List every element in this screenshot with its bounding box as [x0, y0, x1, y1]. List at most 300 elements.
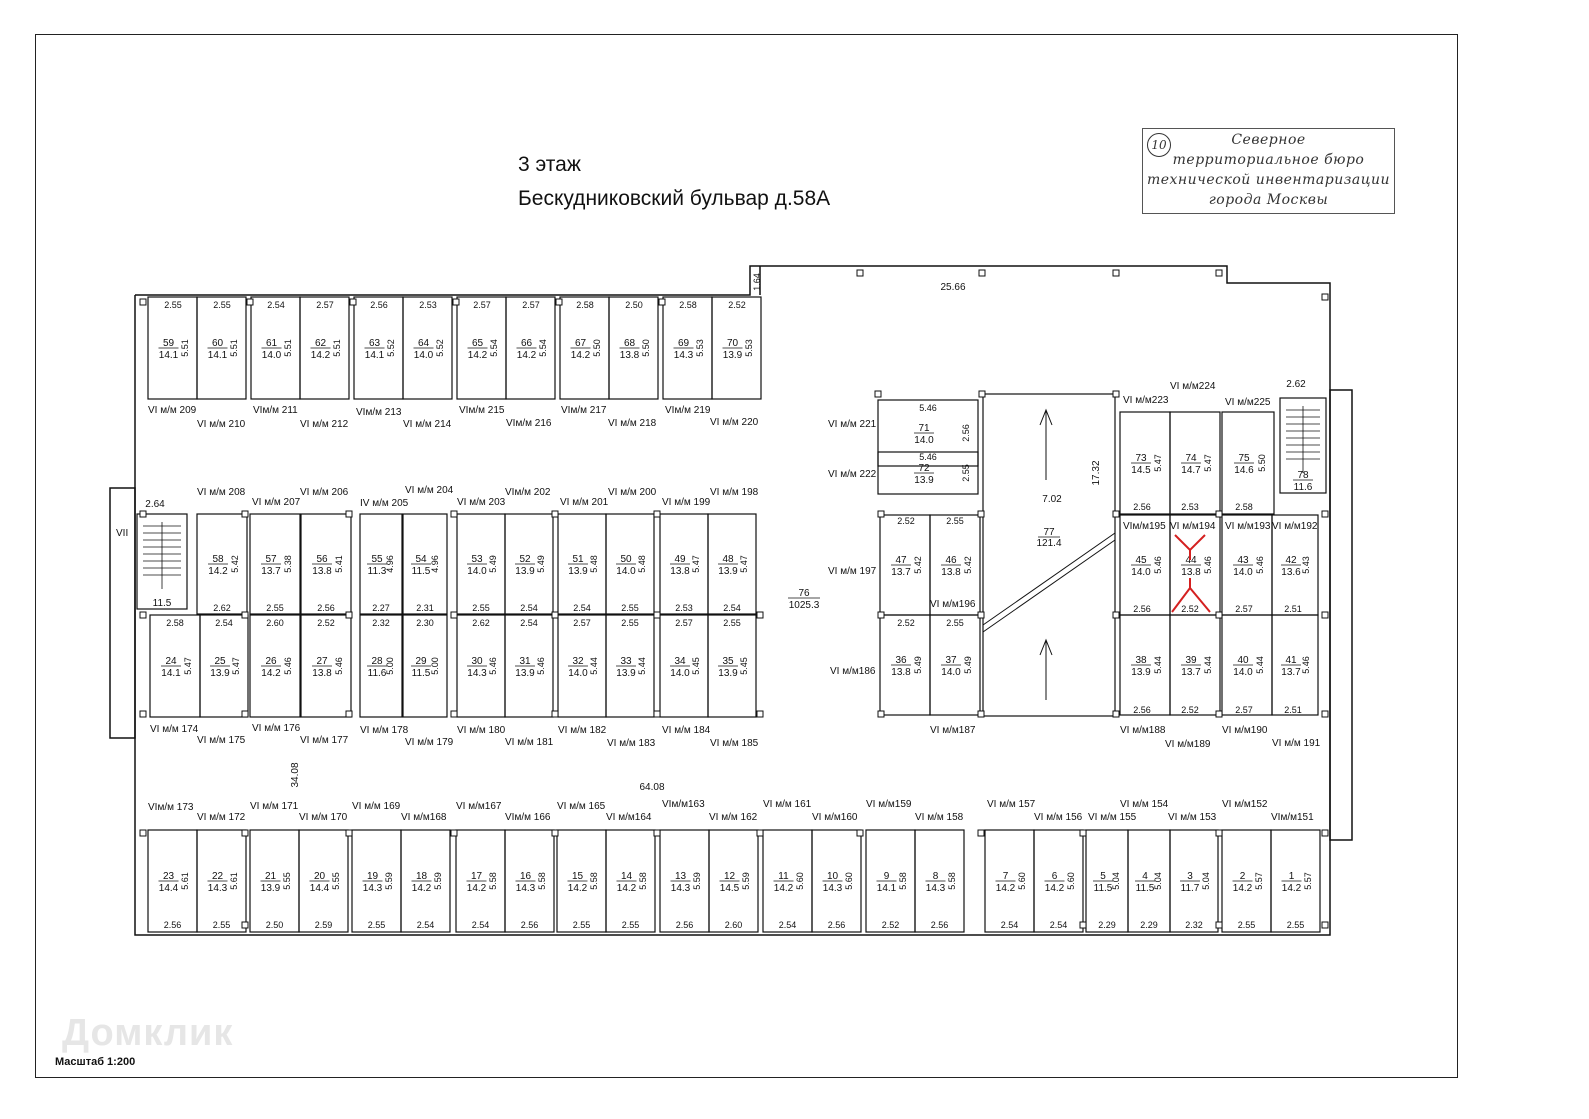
space-area-14: 14.2 — [616, 883, 637, 894]
space-number-29: 29 — [415, 656, 427, 667]
space-number-27: 27 — [316, 656, 328, 667]
space-number-63: 63 — [368, 338, 381, 349]
space-depth-22: 5.61 — [229, 872, 239, 890]
space-area-46: 13.8 — [941, 567, 961, 578]
space-number-65: 65 — [471, 338, 484, 349]
space-label: VI м/м 153 — [1168, 812, 1217, 823]
space-label: VI м/м 185 — [710, 738, 759, 749]
space-depth-21: 5.55 — [282, 872, 292, 890]
space-depth-49: 5.47 — [691, 555, 701, 573]
column — [978, 612, 984, 618]
column — [1080, 922, 1086, 928]
column — [654, 830, 660, 836]
space-label: VI м/м196 — [930, 599, 976, 610]
space-label: VI м/м224 — [1170, 381, 1216, 392]
space-number-52: 52 — [519, 554, 531, 565]
column — [451, 711, 457, 717]
ramp-area — [983, 394, 1115, 716]
space-number-13: 13 — [674, 871, 687, 882]
space-label: VI м/м 155 — [1088, 812, 1137, 823]
space-number-72: 72 — [918, 463, 930, 474]
address-title: Бескудниковский бульвар д.58А — [518, 187, 831, 210]
space-area-47: 13.7 — [891, 567, 911, 578]
space-area-20: 14.4 — [309, 883, 330, 894]
space-depth-61: 5.51 — [283, 339, 293, 357]
space-width-28: 2.32 — [372, 618, 390, 628]
red-mark-top — [1175, 535, 1205, 560]
space-width-59: 2.55 — [164, 300, 182, 310]
space-area-64: 14.0 — [413, 350, 434, 361]
space-label: VI м/м 204 — [405, 485, 454, 496]
space-label: VI м/м 201 — [560, 497, 609, 508]
space-width-20: 2.59 — [314, 920, 333, 930]
space-width-5: 2.29 — [1098, 920, 1116, 930]
column — [242, 711, 248, 717]
stamp-line-3: технической инвентаризации — [1146, 172, 1391, 188]
space-number-45: 45 — [1135, 555, 1147, 566]
column — [1216, 511, 1222, 517]
space-label: VI м/м152 — [1222, 799, 1268, 810]
space-area-12: 14.5 — [719, 883, 740, 894]
space-number-14: 14 — [620, 871, 633, 882]
column — [978, 511, 984, 517]
space-area-43: 14.0 — [1233, 567, 1253, 578]
space-width-14: 2.55 — [621, 920, 640, 930]
space-label: VI м/м 198 — [710, 487, 759, 498]
stamp-number: 10 — [1147, 133, 1171, 157]
space-number-4: 4 — [1142, 871, 1148, 882]
space-width-45: 2.56 — [1133, 604, 1151, 614]
column — [1216, 270, 1222, 276]
space-label: VI м/м187 — [930, 725, 976, 736]
space-area-60: 14.1 — [207, 350, 228, 361]
space-width-65: 2.57 — [473, 300, 491, 310]
space-width-73: 2.56 — [1133, 502, 1151, 512]
space-area-53: 14.0 — [467, 566, 487, 577]
space-number-34: 34 — [674, 656, 686, 667]
space-area-73: 14.5 — [1131, 465, 1151, 476]
space-depth-64: 5.52 — [435, 339, 445, 357]
space-number-44: 44 — [1185, 555, 1197, 566]
space-area-65: 14.2 — [467, 350, 488, 361]
space-number-9: 9 — [883, 871, 890, 882]
space-width-42: 2.51 — [1284, 604, 1302, 614]
space-area-1: 14.2 — [1281, 883, 1302, 894]
space-depth-47: 5.42 — [913, 556, 923, 574]
space-depth-31: 5.46 — [536, 657, 546, 675]
column — [140, 299, 146, 305]
column — [979, 270, 985, 276]
space-width-27: 2.52 — [317, 618, 335, 628]
space-label: VI м/м 208 — [197, 487, 246, 498]
space-depth-65: 5.54 — [489, 339, 499, 357]
space-number-3: 3 — [1187, 871, 1193, 882]
column — [878, 612, 884, 618]
space-depth-23: 5.61 — [180, 872, 190, 890]
column — [857, 830, 863, 836]
space-label: VI м/м 197 — [828, 566, 877, 577]
space-width-3: 2.32 — [1185, 920, 1203, 930]
space-width-38: 2.56 — [1133, 705, 1151, 715]
column — [552, 612, 558, 618]
space-number-22: 22 — [211, 871, 224, 882]
space-width-64: 2.53 — [419, 300, 437, 310]
column — [552, 711, 558, 717]
column — [242, 830, 248, 836]
space-area-8: 14.3 — [925, 883, 946, 894]
stair-area: 11.5 — [152, 598, 172, 609]
stamp-line-4: города Москвы — [1208, 192, 1329, 208]
stamp-line-1: Северное — [1231, 132, 1306, 148]
column — [979, 391, 985, 397]
space-width-7: 2.54 — [1000, 920, 1019, 930]
space-number-11: 11 — [778, 871, 789, 882]
column — [346, 711, 352, 717]
space-label: VI м/м168 — [401, 812, 447, 823]
space-area-11: 14.2 — [773, 883, 794, 894]
space-number-12: 12 — [723, 871, 736, 882]
space-width-46: 2.55 — [946, 516, 964, 526]
column — [242, 922, 248, 928]
space-depth-27: 5.46 — [334, 657, 344, 675]
space-number-2: 2 — [1239, 871, 1246, 882]
space-width-15: 2.55 — [572, 920, 591, 930]
space-label: VIм/м 211 — [253, 405, 298, 416]
column — [451, 612, 457, 618]
column — [757, 612, 763, 618]
column — [140, 612, 146, 618]
column — [878, 511, 884, 517]
column — [659, 299, 665, 305]
space-number-8: 8 — [932, 871, 939, 882]
space-depth-71: 2.56 — [961, 424, 971, 442]
hall-area: 1025.3 — [788, 600, 820, 611]
space-area-44: 13.8 — [1181, 567, 1201, 578]
space-depth-62: 5.51 — [332, 339, 342, 357]
space-area-37: 14.0 — [941, 667, 961, 678]
space-number-15: 15 — [571, 871, 584, 882]
space-label: VI м/м 178 — [360, 725, 409, 736]
space-width-55: 2.27 — [372, 603, 390, 613]
space-number-1: 1 — [1288, 871, 1295, 882]
space-width-10: 2.56 — [827, 920, 846, 930]
space-area-40: 14.0 — [1233, 667, 1253, 678]
space-label: VI м/м 199 — [662, 497, 711, 508]
space-area-74: 14.7 — [1181, 465, 1201, 476]
space-label: VIм/м 215 — [459, 405, 505, 416]
space-area-52: 13.9 — [515, 566, 535, 577]
space-label: VIм/м 202 — [505, 487, 551, 498]
column — [757, 711, 763, 717]
column — [552, 511, 558, 517]
space-width-2: 2.55 — [1237, 920, 1256, 930]
space-width-26: 2.60 — [266, 618, 284, 628]
space-number-62: 62 — [314, 338, 327, 349]
space-width-11: 2.54 — [778, 920, 797, 930]
space-depth-50: 5.48 — [637, 555, 647, 573]
ramp-number: 77 — [1043, 527, 1055, 538]
space-number-7: 7 — [1002, 871, 1009, 882]
space-width-18: 2.54 — [416, 920, 435, 930]
space-depth-8: 5.58 — [947, 872, 957, 890]
dim-stair-east: 2.62 — [1286, 379, 1306, 390]
space-area-58: 14.2 — [208, 566, 228, 577]
column — [451, 511, 457, 517]
space-depth-28: 5.00 — [385, 657, 395, 675]
space-label: VI м/м 176 — [252, 723, 301, 734]
column — [1322, 612, 1328, 618]
space-area-7: 14.2 — [995, 883, 1016, 894]
dim-ramp-width: 7.02 — [1042, 494, 1062, 505]
space-width-75: 2.58 — [1235, 502, 1253, 512]
space-width-1: 2.55 — [1286, 920, 1305, 930]
space-depth-43: 5.46 — [1255, 556, 1265, 574]
space-width-23: 2.56 — [163, 920, 182, 930]
space-number-69: 69 — [677, 338, 690, 349]
space-label: VI м/м 174 — [150, 724, 199, 735]
stamp-line-2: территориальное бюро — [1172, 152, 1365, 168]
column — [1113, 391, 1119, 397]
space-area-17: 14.2 — [466, 883, 487, 894]
space-area-34: 14.0 — [670, 668, 690, 679]
space-width-13: 2.56 — [675, 920, 694, 930]
space-width-60: 2.55 — [213, 300, 231, 310]
space-depth-58: 5.42 — [230, 555, 240, 573]
space-label: VIм/м 173 — [148, 802, 194, 813]
space-depth-52: 5.49 — [536, 555, 546, 573]
space-depth-44: 5.46 — [1203, 556, 1213, 574]
space-label: VI м/м 172 — [197, 812, 246, 823]
column — [242, 511, 248, 517]
column — [140, 511, 146, 517]
space-area-68: 13.8 — [619, 350, 640, 361]
space-width-44: 2.52 — [1181, 604, 1199, 614]
space-number-61: 61 — [265, 338, 278, 349]
space-area-16: 14.3 — [515, 883, 536, 894]
space-label: VI м/м167 — [456, 801, 502, 812]
space-area-23: 14.4 — [158, 883, 179, 894]
space-label: VI м/м193 — [1225, 521, 1271, 532]
space-depth-41: 5.46 — [1301, 656, 1311, 674]
dim-top-width: 25.66 — [940, 282, 966, 293]
space-label: VI м/м 175 — [197, 735, 246, 746]
column — [247, 299, 253, 305]
space-number-55: 55 — [371, 554, 383, 565]
space-depth-57: 5.38 — [283, 555, 293, 573]
space-number-33: 33 — [620, 656, 632, 667]
space-area-54: 11.5 — [411, 566, 431, 577]
space-depth-34: 5.45 — [691, 657, 701, 675]
space-width-40: 2.57 — [1235, 705, 1253, 715]
space-depth-33: 5.44 — [637, 657, 647, 675]
column — [1322, 294, 1328, 300]
column — [346, 511, 352, 517]
space-number-25: 25 — [214, 656, 226, 667]
space-depth-36: 5.49 — [913, 656, 923, 674]
space-label: VI м/м 180 — [457, 725, 506, 736]
space-number-43: 43 — [1237, 555, 1249, 566]
space-width-48: 2.54 — [723, 603, 741, 613]
space-area-10: 14.3 — [822, 883, 843, 894]
column — [875, 391, 881, 397]
column — [140, 830, 146, 836]
space-label: VI м/м 157 — [987, 799, 1036, 810]
space-number-23: 23 — [162, 871, 175, 882]
space-number-59: 59 — [162, 338, 175, 349]
column — [556, 299, 562, 305]
space-area-72: 13.9 — [914, 475, 934, 486]
column — [350, 299, 356, 305]
space-number-64: 64 — [417, 338, 430, 349]
space-number-39: 39 — [1185, 655, 1197, 666]
column — [346, 830, 352, 836]
space-number-46: 46 — [945, 555, 957, 566]
space-width-30: 2.62 — [472, 618, 490, 628]
space-depth-74: 5.47 — [1203, 454, 1213, 472]
space-label: VI м/м 210 — [197, 419, 246, 430]
space-width-9: 2.52 — [881, 920, 900, 930]
space-number-40: 40 — [1237, 655, 1249, 666]
space-number-31: 31 — [519, 656, 531, 667]
space-number-18: 18 — [415, 871, 428, 882]
column — [878, 711, 884, 717]
space-depth-68: 5.50 — [641, 339, 651, 357]
dim-stair-west: 2.64 — [145, 499, 165, 510]
space-number-67: 67 — [574, 338, 587, 349]
space-number-75: 75 — [1238, 453, 1250, 464]
column — [346, 612, 352, 618]
space-area-22: 14.3 — [207, 883, 228, 894]
space-depth-9: 5.58 — [898, 872, 908, 890]
space-width-66: 2.57 — [522, 300, 540, 310]
space-width-37: 2.55 — [946, 618, 964, 628]
dim-ramp-length: 17.32 — [1091, 460, 1102, 486]
space-depth-10: 5.60 — [844, 872, 854, 890]
space-depth-32: 5.44 — [589, 657, 599, 675]
space-depth-3: 5.04 — [1201, 872, 1211, 890]
space-label: VI м/м 182 — [558, 725, 607, 736]
space-area-30: 14.3 — [467, 668, 487, 679]
hall-number: 76 — [798, 588, 810, 599]
space-depth-75: 5.50 — [1257, 454, 1267, 472]
space-label: VI м/м 169 — [352, 801, 401, 812]
space-depth-45: 5.46 — [1153, 556, 1163, 574]
space-label: VI м/м 200 — [608, 487, 657, 498]
space-label: VI м/м 206 — [300, 487, 349, 498]
space-depth-37: 5.49 — [963, 656, 973, 674]
space-label: VI м/м 171 — [250, 801, 299, 812]
space-area-63: 14.1 — [364, 350, 385, 361]
space-depth-59: 5.51 — [180, 339, 190, 357]
space-number-6: 6 — [1051, 871, 1058, 882]
space-label: VI м/м 177 — [300, 735, 349, 746]
space-label: VI м/м 191 — [1272, 738, 1321, 749]
ramp-slope — [983, 540, 1115, 632]
space-depth-40: 5.44 — [1255, 656, 1265, 674]
space-label: VI м/м186 — [830, 666, 876, 677]
column — [1322, 711, 1328, 717]
space-number-66: 66 — [520, 338, 533, 349]
space-depth-55: 4.96 — [385, 555, 395, 573]
space-label: VI м/м160 — [812, 812, 858, 823]
outer-walls — [110, 266, 1352, 935]
space-area-29: 11.5 — [411, 668, 431, 679]
space-area-51: 13.9 — [568, 566, 588, 577]
west-annex — [110, 488, 135, 738]
space-depth-51: 5.48 — [589, 555, 599, 573]
space-width-52: 2.54 — [520, 603, 538, 613]
space-depth-25: 5.47 — [231, 657, 241, 675]
space-area-48: 13.9 — [718, 566, 738, 577]
space-area-56: 13.8 — [312, 566, 332, 577]
space-number-53: 53 — [471, 554, 483, 565]
column — [1322, 830, 1328, 836]
space-number-47: 47 — [895, 555, 907, 566]
watermark-logo: Домклик — [62, 1012, 234, 1054]
space-area-18: 14.2 — [411, 883, 432, 894]
space-number-37: 37 — [945, 655, 957, 666]
space-label: IV м/м 205 — [360, 498, 409, 509]
column — [451, 830, 457, 836]
space-depth-2: 5.57 — [1254, 872, 1264, 890]
stair-number: 78 — [1297, 470, 1309, 481]
space-depth-26: 5.46 — [283, 657, 293, 675]
space-depth-12: 5.59 — [741, 872, 751, 890]
space-area-21: 13.9 — [260, 883, 281, 894]
space-depth-29: 5.00 — [430, 657, 440, 675]
space-area-59: 14.1 — [158, 350, 179, 361]
space-number-49: 49 — [674, 554, 686, 565]
column — [1113, 270, 1119, 276]
floor-title: 3 этаж — [518, 153, 581, 176]
space-width-51: 2.54 — [573, 603, 591, 613]
column — [654, 511, 660, 517]
space-depth-16: 5.58 — [537, 872, 547, 890]
space-number-70: 70 — [726, 338, 739, 349]
space-label: VI м/м192 — [1272, 521, 1318, 532]
space-depth-46: 5.42 — [963, 556, 973, 574]
space-label: VI м/м194 — [1170, 521, 1216, 532]
space-depth-67: 5.50 — [592, 339, 602, 357]
space-depth-60: 5.51 — [229, 339, 239, 357]
column — [140, 711, 146, 717]
stair-area: 11.6 — [1293, 482, 1313, 493]
space-number-10: 10 — [826, 871, 839, 882]
space-depth-17: 5.58 — [488, 872, 498, 890]
space-area-25: 13.9 — [210, 668, 230, 679]
space-depth-7: 5.60 — [1017, 872, 1027, 890]
space-width-68: 2.50 — [625, 300, 643, 310]
space-width-21: 2.50 — [265, 920, 284, 930]
east-annex — [1330, 390, 1352, 840]
space-width-72: 5.46 — [919, 452, 937, 462]
space-area-26: 14.2 — [261, 668, 281, 679]
space-label: VI м/м 209 — [148, 405, 197, 416]
space-area-27: 13.8 — [312, 668, 332, 679]
space-label: VI м/м 156 — [1034, 812, 1083, 823]
space-number-68: 68 — [623, 338, 636, 349]
column — [1216, 612, 1222, 618]
space-width-58: 2.62 — [213, 603, 231, 613]
space-number-42: 42 — [1285, 555, 1297, 566]
space-label: VIм/м 217 — [561, 405, 607, 416]
space-label: VI м/м 207 — [252, 497, 301, 508]
roman-label: VII — [116, 528, 129, 539]
ramp-arrow-up — [1040, 640, 1052, 700]
column — [757, 830, 763, 836]
space-label: VIм/м151 — [1271, 812, 1314, 823]
space-label: VI м/м 212 — [300, 419, 349, 430]
